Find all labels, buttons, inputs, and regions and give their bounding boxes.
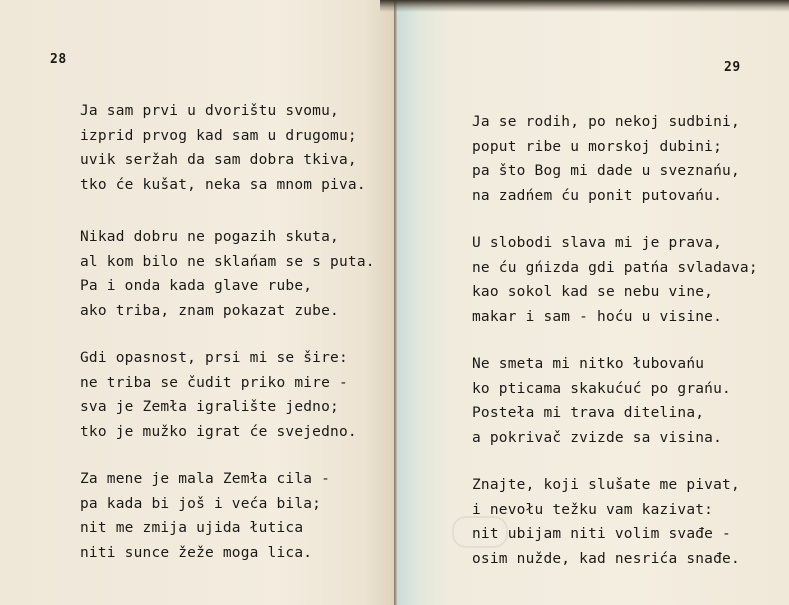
poem-line: poput ribe u morskoj dubini; — [472, 138, 723, 155]
right-stanza-3 — [472, 352, 731, 450]
left-stanza-1 — [80, 99, 366, 197]
poem-line: kao sokol kad se nebu vine, — [472, 284, 714, 300]
poem-line: Gdi opasnost, prsi mi se šire: — [80, 350, 348, 366]
poem-line: niti sunce žeže moga lica. — [80, 544, 313, 561]
right-stanza-1 — [472, 110, 740, 208]
right-stanza-2 — [472, 231, 758, 329]
poem-line: makar i sam - hoću u visine. — [472, 308, 723, 325]
poem-line: U slobodi slava mi je prava, — [472, 235, 723, 251]
left-stanza-2 — [80, 225, 375, 323]
poem-line: Ne smeta mi nitko łubovańu — [472, 356, 705, 372]
page-number-left: 28 — [50, 52, 67, 67]
poem-line: uvik seržah da sam dobra tkiva, — [80, 152, 357, 168]
poem-line: pa kada bi još i veća bila; — [80, 495, 322, 512]
poem-line: ne triba se čudit priko mire - — [80, 374, 348, 391]
right-stanza-4 — [472, 473, 740, 571]
poem-line: na zadńem ću ponit putovańu. — [472, 187, 723, 204]
poem-line: izprid prvog kad sam u drugomu; — [80, 127, 357, 144]
poem-line: nit me zmija ujida łutica — [80, 520, 304, 536]
ink-bleed-mark — [452, 516, 508, 548]
poem-line: nit ubijam niti volim svađe - — [472, 526, 731, 542]
poem-line: Ja se rodih, po nekoj sudbini, — [472, 114, 740, 130]
poem-line: osim nužde, kad nesrića snađe. — [472, 550, 740, 567]
poem-line: ko pticama skakućuć po grańu. — [472, 380, 731, 397]
poem-line: Posteła mi trava ditelina, — [472, 405, 705, 421]
page-edge-shadow — [380, 0, 789, 12]
poem-line: Ja sam prvi u dvorištu svomu, — [80, 103, 339, 119]
poem-line: tko će kušat, neka sa mnom piva. — [80, 176, 366, 193]
poem-line: Za mene je mala Zemła cila - — [80, 471, 331, 487]
poem-line: i nevołu težku vam kazivat: — [472, 501, 714, 518]
left-stanza-4 — [80, 467, 330, 565]
left-stanza-3 — [80, 346, 357, 444]
poem-line: ako triba, znam pokazat zube. — [80, 302, 339, 319]
poem-line: Pa i onda kada glave rube, — [80, 278, 313, 294]
right-page — [396, 0, 789, 605]
book-gutter — [394, 0, 397, 605]
poem-line: tko je mužko igrat će svejedno. — [80, 423, 357, 440]
poem-line: al kom bilo ne sklańam se s puta. — [80, 253, 375, 270]
poem-line: pa što Bog mi dade u sveznańu, — [472, 163, 740, 179]
page-number-right: 29 — [724, 60, 741, 75]
poem-line: sva je Zemła igralište jedno; — [80, 399, 339, 415]
poem-line: a pokrivač zvizde sa visina. — [472, 429, 723, 446]
poem-line: Znajte, koji slušate me pivat, — [472, 477, 740, 493]
poem-line: ne ću gńizda gdi patńa svladava; — [472, 259, 758, 276]
poem-line: Nikad dobru ne pogazih skuta, — [80, 229, 339, 245]
